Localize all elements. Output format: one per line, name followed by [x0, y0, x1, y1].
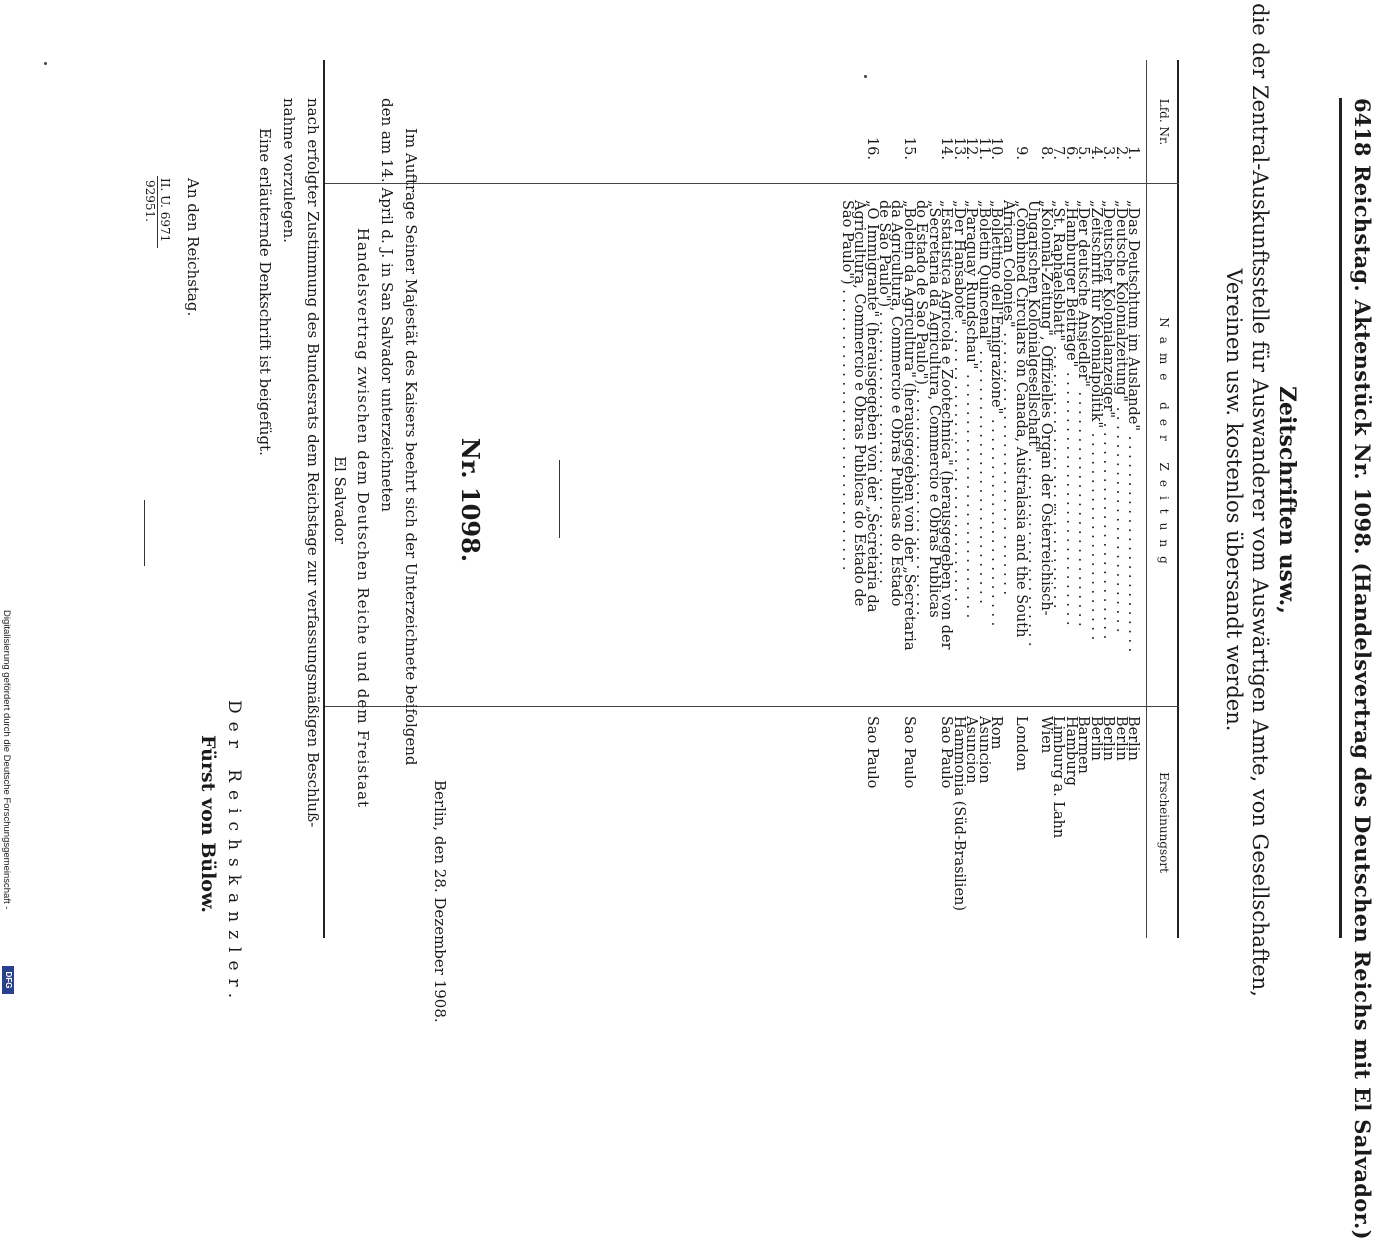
- row-publication-place: Sao Paulo: [938, 716, 955, 789]
- letter-line-6: nahme vorzulegen.: [280, 98, 298, 243]
- row-newspaper-name: African Colonies" . . . . . . . . . . . . . . . . . . . . . . . . . . . . .: [1000, 200, 1017, 596]
- row-newspaper-name: Sao Paulo") . . . . . . . . . . . . . . . . . . . . . . . . . . . . . . .: [838, 200, 855, 571]
- scan-mark: [44, 62, 47, 65]
- letter-line-3: Handelsvertrag zwischen dem Deutschen Reiche und dem Freistaat: [354, 227, 372, 809]
- row-publication-place: Hammonia (Süd-Brasilien): [950, 716, 967, 912]
- column-header-ort: Erscheinungsort: [1157, 772, 1171, 873]
- row-newspaper-name: „St. Raphaelsblatt" . . . . . . . . . . . . . . . . . . . . . . . . . . . . .: [1050, 200, 1067, 609]
- section-subtitle-2: Vereinen usw. kostenlos übersandt werden.: [1222, 268, 1246, 732]
- row-number: 9.: [1012, 146, 1029, 160]
- row-newspaper-name: „Deutsche Kolonialzeitung" . . . . . . . . . . . . . . . . . . . . . . . . .: [1112, 200, 1129, 633]
- table-column-divider: [325, 706, 1179, 707]
- row-newspaper-name: „Combined Circulars on Canada, Australasia and the South: [1012, 200, 1029, 638]
- addressee: An den Reichstag.: [184, 178, 202, 317]
- row-newspaper-name: do Estado de Sao Paulo") . . . . . . . . . . . . . . . . . . . . . . . . .: [913, 200, 930, 616]
- row-publication-place: Sao Paulo: [900, 716, 917, 789]
- row-number: 10.: [988, 136, 1005, 160]
- row-number: 16.: [863, 136, 880, 160]
- row-newspaper-name: „Boletin Quincenal" . . . . . . . . . . . . . . . . . . . . . . . . . . . .: [975, 200, 992, 604]
- row-publication-place: Wien: [1037, 716, 1054, 754]
- row-newspaper-name: „Das Deutschtum im Auslande" . . . . . . . . . . . . . . . . . . . . . . . .: [1125, 200, 1141, 653]
- row-newspaper-name: da Agricultura, Commercio e Obras Publicas do Estado: [888, 200, 905, 607]
- row-publication-place: Limburg a. Lahn: [1050, 716, 1067, 839]
- table-top-rule: [1177, 60, 1179, 938]
- row-number: 11.: [975, 136, 992, 160]
- row-number: 3.: [1100, 146, 1117, 160]
- row-publication-place: Berlin: [1087, 716, 1104, 761]
- row-number: 14.: [938, 136, 955, 160]
- row-newspaper-name: „Boletin da Agricultura" (herausgegeben von der „Secretaria: [900, 200, 917, 651]
- row-number: 15.: [900, 136, 917, 160]
- column-header-name: Name der Zeitung: [1157, 317, 1171, 573]
- scan-mark: [864, 75, 867, 78]
- row-newspaper-name: „Der deutsche Ansiedler" . . . . . . . . . . . . . . . . . . . . . . . . . .: [1075, 200, 1092, 627]
- row-number: 6.: [1062, 146, 1079, 160]
- row-newspaper-name: „Der Hansabote" . . . . . . . . . . . . . . . . . . . . . . . . . . . . . .: [950, 200, 967, 602]
- reference-subnumber: 92951.: [143, 180, 157, 222]
- row-newspaper-name: Ungarischen Kolonialgesellschaft" . . . . . . . . . . . . . . . . . . . . .: [1025, 200, 1042, 647]
- letter-line-7: Eine erläuternde Denkschrift ist beigefügt.: [256, 128, 274, 456]
- section-title: Zeitschriften usw.,: [1274, 385, 1300, 614]
- row-newspaper-name: „Paraguay Rundschau" . . . . . . . . . . . . . . . . . . . . . . . . . . .: [963, 200, 980, 619]
- letter-date: Berlin, den 28. Dezember 1908.: [431, 780, 449, 1023]
- row-number: 12.: [963, 136, 980, 160]
- signature-rule: [144, 500, 145, 566]
- row-publication-place: Sao Paulo: [863, 716, 880, 789]
- column-header-nr: Lfd. Nr.: [1157, 98, 1171, 146]
- row-newspaper-name: „Estatistica Agricola e Zootechnica" (herausgegeben von der: [938, 200, 955, 650]
- digitization-note: Digitalisierung gefördert durch die Deutsche Forschungsgemeinschaft -: [1, 610, 12, 910]
- row-newspaper-name: „Kolonial-Zeitung", Offizielles Organ der Österreichisch-: [1037, 200, 1054, 616]
- table-column-divider: [325, 183, 1179, 184]
- signature-name: Fürst von Bülow.: [197, 735, 219, 914]
- row-newspaper-name: „Deutscher Kolonialanzeiger" . . . . . . . . . . . . . . . . . . . . . . . .: [1100, 200, 1117, 640]
- row-number: 5.: [1075, 146, 1092, 160]
- row-newspaper-name: „O Immigrante" (herausgegeben von der „Secretaria da: [863, 200, 880, 613]
- section-separator: [559, 460, 560, 538]
- reference-number: II. U. 6971: [158, 178, 172, 243]
- letter-line-2: den am 14. April d. J. in San Salvador unterzeichneten: [378, 98, 396, 512]
- row-newspaper-name: de Sao Paulo") . . . . . . . . . . . . . . . . . . . . . . . . . . . . . .: [876, 200, 892, 584]
- row-publication-place: Berlin: [1125, 716, 1141, 761]
- row-publication-place: Rom: [988, 716, 1005, 750]
- row-newspaper-name: „Secretaria da Agricultura, Commercio e Obras Publicas: [925, 200, 942, 618]
- reference-rule: [157, 176, 158, 248]
- row-publication-place: Asuncion: [975, 716, 992, 784]
- row-number: 1.: [1125, 146, 1141, 160]
- row-newspaper-name: „Hamburger Beiträge" . . . . . . . . . . . . . . . . . . . . . . . . . . . .: [1062, 200, 1079, 626]
- letter-line-1: Im Auftrage Seiner Majestät des Kaisers beehrt sich der Unterzeichnete beifolgend: [402, 128, 420, 766]
- row-publication-place: Berlin: [1100, 716, 1117, 761]
- row-newspaper-name: „Zeitschrift für Kolonialpolitik" . . . . . . . . . . . . . . . . . . . . . . .: [1087, 200, 1104, 641]
- row-number: 8.: [1037, 146, 1054, 160]
- table-bottom-rule: [323, 60, 325, 938]
- table-header-rule: [1146, 60, 1147, 938]
- row-newspaper-name: „Bollettino dell'Emigrazione" . . . . . . . . . . . . . . . . . . . . . . .: [988, 200, 1005, 627]
- letter-line-4: El Salvador: [331, 456, 349, 544]
- signature-title: Der Reichskanzler.: [224, 700, 244, 1007]
- row-number: 4.: [1087, 146, 1104, 160]
- row-number: 2.: [1112, 146, 1129, 160]
- page-number: 6418: [1350, 98, 1375, 157]
- header-rule: [1339, 98, 1342, 938]
- row-publication-place: Barmen: [1075, 716, 1092, 774]
- document-number-title: Nr. 1098.: [456, 437, 485, 563]
- row-publication-place: Asuncion: [963, 716, 980, 784]
- row-number: 13.: [950, 136, 967, 160]
- letter-line-5: nach erfolgter Zustimmung des Bundesrats dem Reichstage zur verfassungsmäßigen Beschluß-: [304, 98, 322, 828]
- row-number: 7.: [1050, 146, 1067, 160]
- row-newspaper-name: Agricultura, Commercio e Obras Publicas do Estado de: [851, 200, 868, 607]
- row-publication-place: Berlin: [1112, 716, 1129, 761]
- dfg-logo: DFG: [2, 966, 14, 994]
- section-subtitle-1: die der Zentral-Auskunftsstelle für Auswanderer vom Auswärtigen Amte, von Gesellschaften,: [1248, 3, 1272, 997]
- running-title: Reichstag. Aktenstück Nr. 1098. (Handelsvertrag des Deutschen Reichs mit El Salvador.): [1350, 165, 1375, 1240]
- row-publication-place: Hamburg: [1062, 716, 1079, 786]
- row-publication-place: London: [1012, 716, 1029, 772]
